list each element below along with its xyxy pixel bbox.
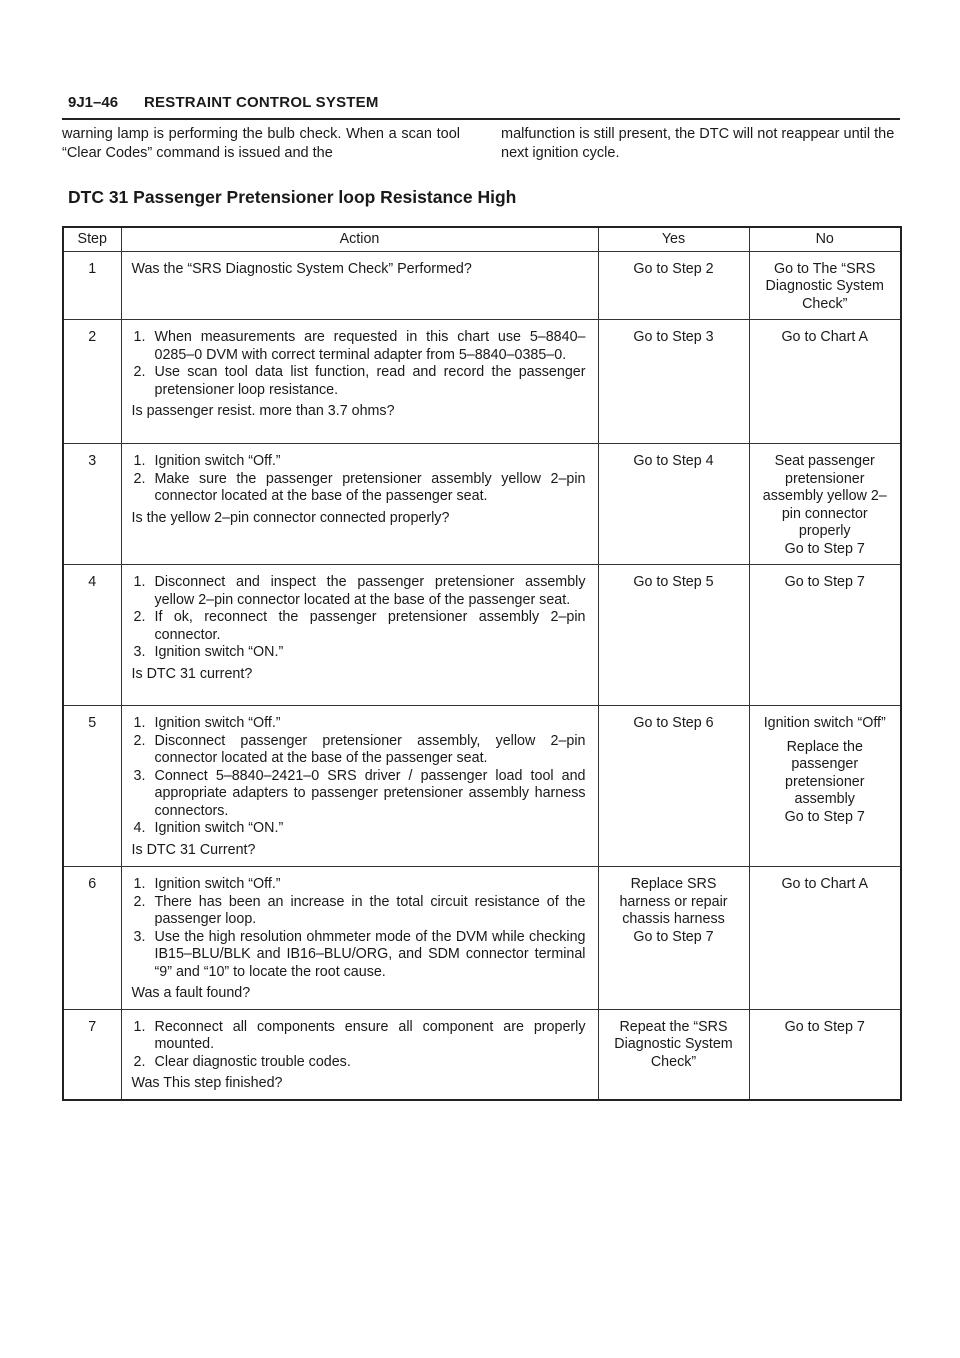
dtc-title: DTC 31 Passenger Pretensioner loop Resistance High	[68, 187, 517, 207]
table-row	[63, 444, 901, 565]
step-number: 4	[63, 565, 121, 706]
action-item-text: Ignition switch “Off.”	[154, 876, 281, 892]
action-item-text: Ignition switch “ON.”	[154, 820, 284, 836]
yes-cell	[598, 320, 749, 444]
action-question: Is DTC 31 current?	[131, 665, 253, 682]
action-item-text: Connect 5–8840–2421–0 SRS driver / passenger load tool and appropriate adapters to passenger pretensioner assembly harness connectors.	[154, 767, 586, 819]
yes-cell	[598, 867, 749, 1010]
action-question: Is the yellow 2–pin connector connected properly?	[131, 509, 450, 526]
table-header-row	[63, 227, 901, 251]
action-item-text: Ignition switch “ON.”	[154, 644, 284, 660]
action-question: Is passenger resist. more than 3.7 ohms?	[131, 403, 395, 419]
action-item	[132, 1019, 586, 1054]
action-item-text: Reconnect all components ensure all component are properly mounted.	[154, 1018, 586, 1052]
yes-result: Go to Step 7	[633, 928, 714, 945]
header-action: Action	[121, 227, 598, 251]
action-item-text: Make sure the passenger pretensioner assembly yellow 2–pin connector located at the base of the passenger seat.	[154, 470, 586, 504]
yes-result: Go to Step 3	[633, 329, 714, 345]
action-item	[132, 715, 586, 733]
intro-text-right: malfunction is still present, the DTC will not reappear until the next ignition cycle.	[501, 126, 895, 161]
action-item	[132, 894, 586, 929]
action-item-text: Ignition switch “Off.”	[154, 715, 281, 731]
step-number: 3	[63, 444, 121, 565]
page-header	[62, 92, 900, 120]
no-result: Go to Step 7	[784, 540, 865, 557]
action-item-number: 2.	[133, 609, 146, 625]
action-question: Was the “SRS Diagnostic System Check” Performed?	[131, 260, 472, 277]
header-no: No	[749, 227, 901, 251]
yes-cell	[598, 565, 749, 706]
table-row	[63, 1009, 901, 1100]
action-item-number: 2.	[133, 364, 146, 380]
action-item-text: Disconnect and inspect the passenger pretensioner assembly yellow 2–pin connector located at the base of the passenger seat.	[154, 574, 586, 608]
action-cell	[121, 1009, 598, 1100]
action-item	[132, 876, 586, 894]
no-result: Replace the passenger pretensioner assembly	[785, 738, 865, 807]
header-yes: Yes	[598, 227, 749, 251]
no-result: Go to Step 7	[784, 808, 865, 825]
action-item-text: Ignition switch “Off.”	[154, 453, 281, 469]
page-number: 9J1–46	[68, 94, 119, 111]
action-item-number: 3.	[133, 644, 146, 660]
action-item	[132, 453, 586, 471]
no-cell	[749, 867, 901, 1010]
action-item-number: 2.	[133, 1053, 146, 1070]
action-item-number: 1.	[133, 329, 146, 345]
step-number: 7	[63, 1009, 121, 1100]
action-item	[132, 1054, 586, 1072]
action-item	[132, 768, 586, 821]
action-item-number: 2.	[133, 732, 146, 749]
table-row	[63, 867, 901, 1010]
action-item-text: Disconnect passenger pretensioner assembly, yellow 2–pin connector located at the base of the passenger seat.	[154, 732, 586, 766]
no-result: Ignition switch “Off”	[763, 715, 886, 731]
yes-result: Repeat the “SRS Diagnostic System Check”	[614, 1018, 733, 1070]
table-row	[63, 565, 901, 706]
action-cell	[121, 565, 598, 706]
action-item	[132, 820, 586, 838]
action-item-text: If ok, reconnect the passenger pretensioner assembly 2–pin connector.	[154, 609, 586, 643]
action-item-number: 2.	[133, 893, 146, 910]
no-cell	[749, 1009, 901, 1100]
step-number: 2	[63, 320, 121, 444]
action-item-number: 2.	[133, 470, 146, 487]
action-item	[132, 471, 586, 506]
yes-cell	[598, 1009, 749, 1100]
no-result: Go to Step 7	[784, 574, 865, 590]
action-item-number: 1.	[133, 715, 146, 731]
yes-result: Go to Step 6	[633, 715, 714, 731]
step-number: 6	[63, 867, 121, 1010]
yes-result: Go to Step 2	[633, 260, 714, 277]
action-question: Was This step finished?	[131, 1075, 283, 1091]
action-item-number: 3.	[133, 928, 146, 945]
header-step: Step	[63, 227, 121, 251]
action-item	[132, 364, 586, 399]
action-item-text: Clear diagnostic trouble codes.	[154, 1053, 351, 1070]
yes-cell	[598, 706, 749, 867]
action-item-number: 1.	[133, 1018, 146, 1035]
action-item-number: 1.	[133, 453, 146, 469]
action-cell	[121, 320, 598, 444]
action-item-text: There has been an increase in the total circuit resistance of the passenger loop.	[154, 893, 586, 927]
no-cell	[749, 320, 901, 444]
no-result: Go to Step 7	[784, 1018, 865, 1035]
no-result: Seat passenger pretensioner assembly yellow 2–pin connector properly	[762, 453, 887, 539]
action-cell	[121, 867, 598, 1010]
action-item	[132, 609, 586, 644]
action-cell	[121, 444, 598, 565]
action-item-number: 1.	[133, 876, 146, 892]
action-question: Was a fault found?	[131, 985, 251, 1001]
action-item	[132, 329, 586, 364]
action-item	[132, 574, 586, 609]
action-item	[132, 644, 586, 662]
yes-result: Go to Step 5	[633, 574, 714, 590]
no-result: Go to The “SRS Diagnostic System Check”	[765, 260, 884, 312]
section-title: RESTRAINT CONTROL SYSTEM	[144, 94, 379, 111]
no-cell	[749, 565, 901, 706]
step-number: 5	[63, 706, 121, 867]
intro-text-left: warning lamp is performing the bulb check. When a scan tool “Clear Codes” command is issued and the	[62, 126, 460, 161]
action-item	[132, 929, 586, 982]
step-number: 1	[63, 251, 121, 320]
table-row	[63, 320, 901, 444]
action-question: Is DTC 31 Current?	[131, 841, 256, 858]
no-cell	[749, 444, 901, 565]
action-item	[132, 733, 586, 768]
no-result: Go to Chart A	[781, 329, 869, 345]
no-cell	[749, 706, 901, 867]
action-cell	[121, 706, 598, 867]
table-row	[63, 706, 901, 867]
action-item-number: 1.	[133, 574, 146, 590]
action-item-text: Use the high resolution ohmmeter mode of the DVM while checking IB15–BLU/BLK and IB16–BLU/ORG, and SDM connector terminal “9” and “10” to locate the root cause.	[154, 928, 586, 980]
no-cell	[749, 251, 901, 320]
yes-result: Go to Step 4	[633, 453, 714, 469]
table-row	[63, 251, 901, 320]
action-item-number: 4.	[133, 820, 146, 836]
yes-result: Replace SRS harness or repair chassis harness	[619, 876, 728, 927]
yes-cell	[598, 444, 749, 565]
action-item-number: 3.	[133, 767, 146, 784]
yes-cell	[598, 251, 749, 320]
action-item-text: Use scan tool data list function, read and record the passenger pretensioner loop resistance.	[154, 364, 586, 398]
no-result: Go to Chart A	[781, 876, 869, 892]
diagnostic-table	[62, 226, 902, 1101]
action-item-text: When measurements are requested in this chart use 5–8840–0285–0 DVM with correct terminal adapter from 5–8840–0385–0.	[154, 329, 586, 363]
action-cell	[121, 251, 598, 320]
